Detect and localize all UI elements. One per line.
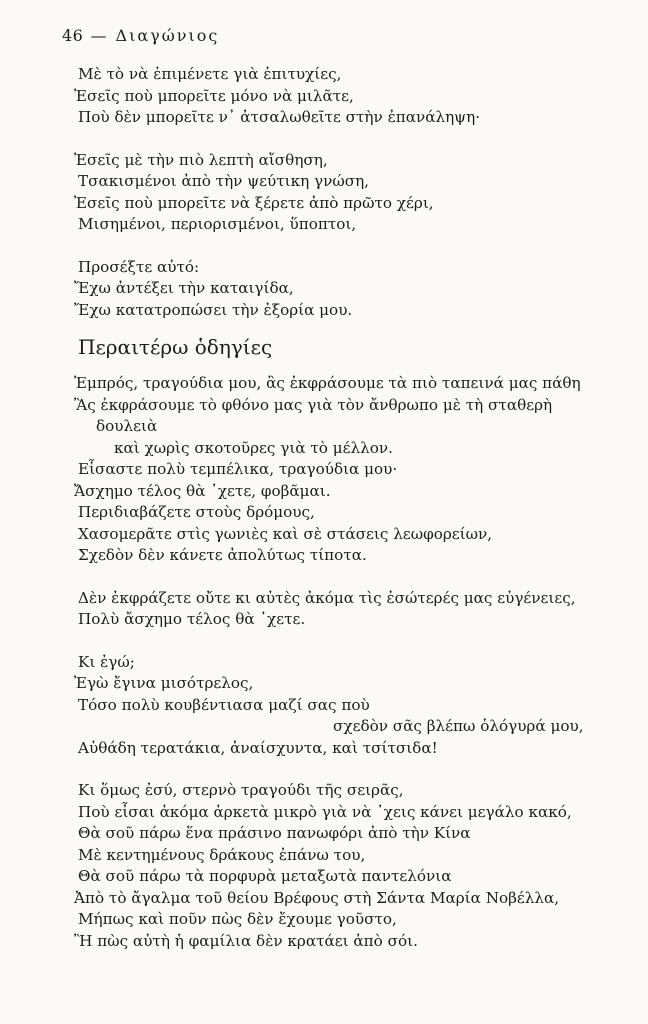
poem-line: Μὲ τὸ νὰ ἐπιμένετε γιὰ ἐπιτυχίες, bbox=[78, 65, 342, 83]
poem-line: Κι ὅμως ἐσύ, στερνὸ τραγούδι τῆς σειρᾶς, bbox=[78, 781, 404, 799]
stanza bbox=[74, 780, 623, 952]
poem-line-continuation: σχεδὸν σᾶς βλέπω ὁλόγυρά μου, bbox=[333, 717, 584, 735]
running-header bbox=[62, 26, 219, 45]
poem-line: Δὲν ἐκφράζετε οὔτε κι αὐτὲς ἀκόμα τὶς ἐσώτερές μας εὐγένειες, bbox=[78, 588, 576, 607]
poem-line: Εἶσαστε πολὺ τεμπέλικα, τραγούδια μου· bbox=[78, 460, 398, 478]
poem-line: Τόσο πολὺ κουβέντιασα μαζί σας ποὺ bbox=[78, 695, 370, 714]
stanza bbox=[74, 373, 623, 567]
poem-line: Ἐμπρός, τραγούδια μου, ἂς ἐκφράσουμε τὰ πιὸ ταπεινά μας πάθη bbox=[74, 374, 581, 392]
poem-line: Ἔχω κατατροπώσει τὴν ἐξορία μου. bbox=[74, 300, 353, 319]
page-number: 46 bbox=[62, 26, 84, 45]
poem-line: Μήπως καὶ ποῦν πὼς δὲν ἔχουμε γοῦστο, bbox=[78, 910, 397, 928]
stanza bbox=[78, 588, 623, 631]
poem-line: Ἄσχημο τέλος θὰ ᾽χετε, φοβᾶμαι. bbox=[74, 481, 331, 500]
stanza bbox=[74, 257, 623, 322]
header-dash: — bbox=[90, 26, 109, 45]
poem-line: Ἂς ἐκφράσουμε τὸ φθόνο μας γιὰ τὸν ἄνθρωπο μὲ τὴ σταθερὴ bbox=[74, 395, 553, 414]
poem-line: Χασομερᾶτε στὶς γωνιὲς καὶ σὲ στάσεις λεωφορείων, bbox=[78, 524, 493, 543]
stanza bbox=[74, 64, 623, 129]
poem-line: Περιδιαβάζετε στοὺς δρόμους, bbox=[78, 503, 315, 521]
poem-line: Ποὺ δὲν μπορεῖτε ν᾽ ἀτσαλωθεῖτε στὴν ἐπανάληψη· bbox=[78, 108, 481, 126]
poem-line: Προσέξτε αὐτό: bbox=[78, 257, 200, 276]
poem-line: Ἐσεῖς ποὺ μπορεῖτε μόνο νὰ μιλᾶτε, bbox=[74, 86, 354, 105]
poem-line: καὶ χωρὶς σκοτοῦρες γιὰ τὸ μέλλον. bbox=[114, 438, 393, 457]
poem-line-continuation: δουλειὰ bbox=[96, 417, 158, 435]
stanza bbox=[74, 150, 623, 236]
poem-line: Θὰ σοῦ πάρω ἕνα πράσινο πανωφόρι ἀπὸ τὴν Κίνα bbox=[78, 824, 471, 842]
poem-line: Σχεδὸν δὲν κάνετε ἀπολύτως τίποτα. bbox=[78, 546, 367, 564]
poem-line: Ἐσεῖς ποὺ μπορεῖτε νὰ ξέρετε ἀπὸ πρῶτο χέρι, bbox=[74, 193, 434, 212]
poem-line: Πολὺ ἄσχημο τέλος θὰ ᾽χετε. bbox=[78, 610, 306, 628]
poem-body bbox=[74, 64, 623, 952]
poem-line: Ἀπὸ τὸ ἄγαλμα τοῦ θείου Βρέφους στὴ Σάντα Μαρία Νοβέλλα, bbox=[74, 888, 560, 907]
poem-line: Αὐθάδη τερατάκια, ἀναίσχυντα, καὶ τσίτσιδα! bbox=[78, 738, 438, 757]
header-title: Διαγώνιος bbox=[115, 26, 220, 45]
poem-line: Ἐγὼ ἔγινα μισότρελος, bbox=[74, 674, 254, 692]
poem-line: Ἢ πὼς αὐτὴ ἡ φαμίλια δὲν κρατάει ἀπὸ σόι. bbox=[74, 931, 418, 950]
poem-line: Μισημένοι, περιορισμένοι, ὕποπτοι, bbox=[78, 215, 357, 233]
stanza bbox=[74, 652, 623, 760]
poem-line: Μὲ κεντημένους δράκους ἐπάνω του, bbox=[78, 845, 366, 864]
poem-line: Θὰ σοῦ πάρω τὰ πορφυρὰ μεταξωτὰ παντελόνια bbox=[78, 867, 452, 885]
poem-line: Ἐσεῖς μὲ τὴν πιὸ λεπτὴ αἴσθηση, bbox=[74, 150, 328, 169]
poem-line: Τσακισμένοι ἀπὸ τὴν ψεύτικη γνώση, bbox=[78, 172, 370, 190]
poem-line: Κι ἐγώ; bbox=[78, 652, 135, 671]
poem-line: Ἔχω ἀντέξει τὴν καταιγίδα, bbox=[74, 279, 294, 297]
poem-line: Ποὺ εἶσαι ἀκόμα ἀρκετὰ μικρὸ γιὰ νὰ ᾽χεις κάνει μεγάλο κακό, bbox=[78, 802, 572, 821]
section-title: Περαιτέρω ὁδηγίες bbox=[78, 335, 273, 359]
